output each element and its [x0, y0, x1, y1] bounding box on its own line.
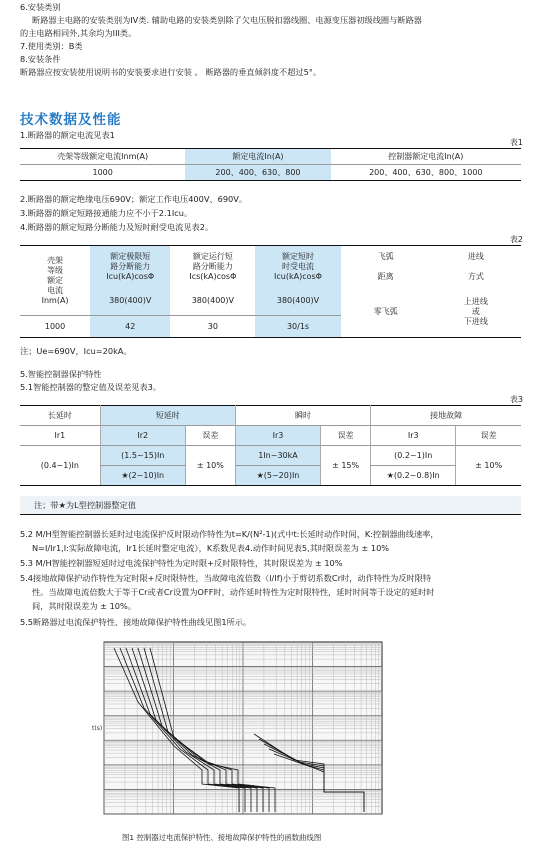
table3-sub-header: Ir3	[371, 426, 456, 446]
table3-group-header: 瞬时	[235, 406, 370, 426]
table2-tag: 表2	[509, 235, 523, 244]
table2-arc-header: 飞弧 距离	[377, 251, 394, 281]
table3-sub-header: Ir2	[100, 426, 185, 446]
install-category-text-cont: 的主电路相同外,其余均为III类。	[20, 28, 137, 38]
table2-cell: 1000	[44, 321, 66, 331]
table3-sub-header: 误差	[185, 426, 235, 446]
table2-voltage: 380(400)V	[191, 296, 234, 306]
table3-group-header: 短延时	[100, 406, 235, 426]
table3-sub-header: 误差	[456, 426, 521, 446]
install-condition-text: 断路器应按安装使用说明书的安装要求进行安装 。 断路器的垂直倾斜度不超过5°。	[20, 67, 322, 77]
table2-icw-header: 额定短时 时受电流 Icu(kA)cosΦ	[255, 246, 340, 288]
install-condition-heading: 8.安装条件	[20, 54, 61, 64]
table2-cell: 30/1s	[255, 316, 340, 338]
table1-header: 额定电流In(A)	[185, 149, 330, 165]
table3-sub-header: Ir1	[54, 430, 66, 440]
para-5-3: 5.3 M/H智能控制器短延时过电流保护特性为定时限+反时限特性，其时限误差为 ± 10%	[20, 558, 343, 568]
table1-caption: 1.断路器的额定电流见表1	[20, 130, 115, 140]
install-category-text: 断路器主电路的安装类别为IV类. 辅助电路的安装类别除了欠电压脱扣器线圈、电源变压器初级线圈与断路器	[32, 15, 422, 25]
table3-cell: (0.4~1)In	[20, 446, 100, 486]
controller-setting-table	[20, 405, 521, 486]
making-capacity-note: 3.断路器的额定短路接通能力应不小于2.1Icu。	[20, 208, 193, 218]
table2-cell: 42	[90, 316, 170, 338]
install-category-heading: 6.安装类别	[20, 2, 61, 12]
para-5-4: 5.4接地故障保护动作特性为定时限+反时限特性，当故障电流倍数（I/If)小于剪切系数Cr时，动作特性为反时限特	[20, 573, 432, 583]
table2-inlet-header: 进线 方式	[467, 251, 484, 281]
table2-ics-header: 额定运行短 路分断能力 Ics(kA)cosΦ	[189, 251, 237, 281]
table1-cell: 200、400、630、800	[185, 165, 330, 181]
controller-protection-heading: 5.智能控制器保护特性	[20, 369, 102, 379]
table3-sub-header: Ir3	[235, 426, 320, 446]
section-heading: 技术数据及性能	[20, 112, 122, 128]
usage-category: 7.使用类别：B类	[20, 41, 83, 51]
rated-current-table	[20, 148, 521, 181]
table2-voltage: 380(400)V	[255, 288, 340, 316]
para-5-2: 5.2 M/H型智能控制器长延时过电流保护反时限动作特性为t=K/(N²-1)(式中t:长延时动作时间，K:控制器曲线速率，	[20, 529, 439, 539]
table3-cell: (0.2~1)In	[371, 446, 456, 466]
table3-tag: 表3	[509, 395, 523, 404]
insulation-voltage-note: 2.断路器的额定绝缘电压690V；额定工作电压400V、690V。	[20, 194, 248, 204]
table3-group-header: 长延时	[47, 410, 72, 420]
table3-cell: ★(0.2~0.8)In	[371, 466, 456, 486]
table3-sub-header: 误差	[321, 426, 371, 446]
table1-header: 壳架等级额定电流Inm(A)	[57, 151, 149, 161]
para-5-4-cont: 性。当故障电流倍数大于等于Cr或者Cr设置为OFF时，动作延时特性为定时限特性，延时时间等于设定的延时时	[32, 587, 435, 597]
table3-cell: ± 10%	[456, 446, 521, 486]
table2-voltage: 380(400)V	[90, 288, 170, 316]
table2-note: 注；Ue=690V，Icu=20kA。	[20, 346, 132, 356]
setting-values-heading: 5.1智能控制器的整定值及误差见表3。	[20, 382, 162, 392]
table2-cell: 30	[207, 321, 218, 331]
table1-tag: 表1	[509, 138, 523, 147]
table3-cell: ± 10%	[185, 446, 235, 486]
figure-caption: 图1 控制器过电流保护特性、接地故障保护特性的函数曲线图	[122, 833, 322, 842]
table2-arc-value: 零飞弧	[341, 288, 431, 338]
table1-cell: 1000	[92, 167, 113, 177]
para-5-2-cont: N=I/Ir1,I:实际故障电流，Ir1长延时整定电流），K系数见表4.动作时间见表5,其时限误差为 ± 10%	[32, 543, 390, 553]
table3-cell: ± 15%	[321, 446, 371, 486]
table1-cell: 200、400、630、800、1000	[369, 167, 483, 177]
table1-header: 控制器额定电流In(A)	[388, 151, 464, 161]
protection-curve-figure	[86, 640, 386, 822]
table3-group-header: 接地故障	[371, 406, 521, 426]
table3-cell: ★(2~10)In	[100, 466, 185, 486]
table2-frame-header: 壳架 等级 额定 电流 Inm(A)	[20, 246, 90, 316]
para-5-5: 5.5断路器过电流保护特性、接地故障保护特性曲线见图1所示。	[20, 617, 252, 627]
table2-inlet-value: 上进线 或 下进线	[431, 288, 521, 338]
table2-icu-header: 额定极限短 路分断能力 Icu(kA)cosΦ	[90, 246, 170, 288]
table3-note-band	[20, 496, 521, 515]
para-5-4-cont2: 间，其时限误差为 ± 10%。	[32, 601, 136, 611]
breaking-capacity-table	[20, 245, 521, 338]
breaking-capacity-note: 4.断路器的额定短路分断能力及短时耐受电流见表2。	[20, 222, 214, 232]
table3-cell: ★(5~20)In	[235, 466, 320, 486]
table3-note: 注；带★为L型控制器整定值	[34, 500, 136, 510]
figure-ylabel: t(s)	[92, 725, 103, 732]
table3-cell: 1In~30kA	[235, 446, 320, 466]
table3-cell: (1.5~15)In	[100, 446, 185, 466]
